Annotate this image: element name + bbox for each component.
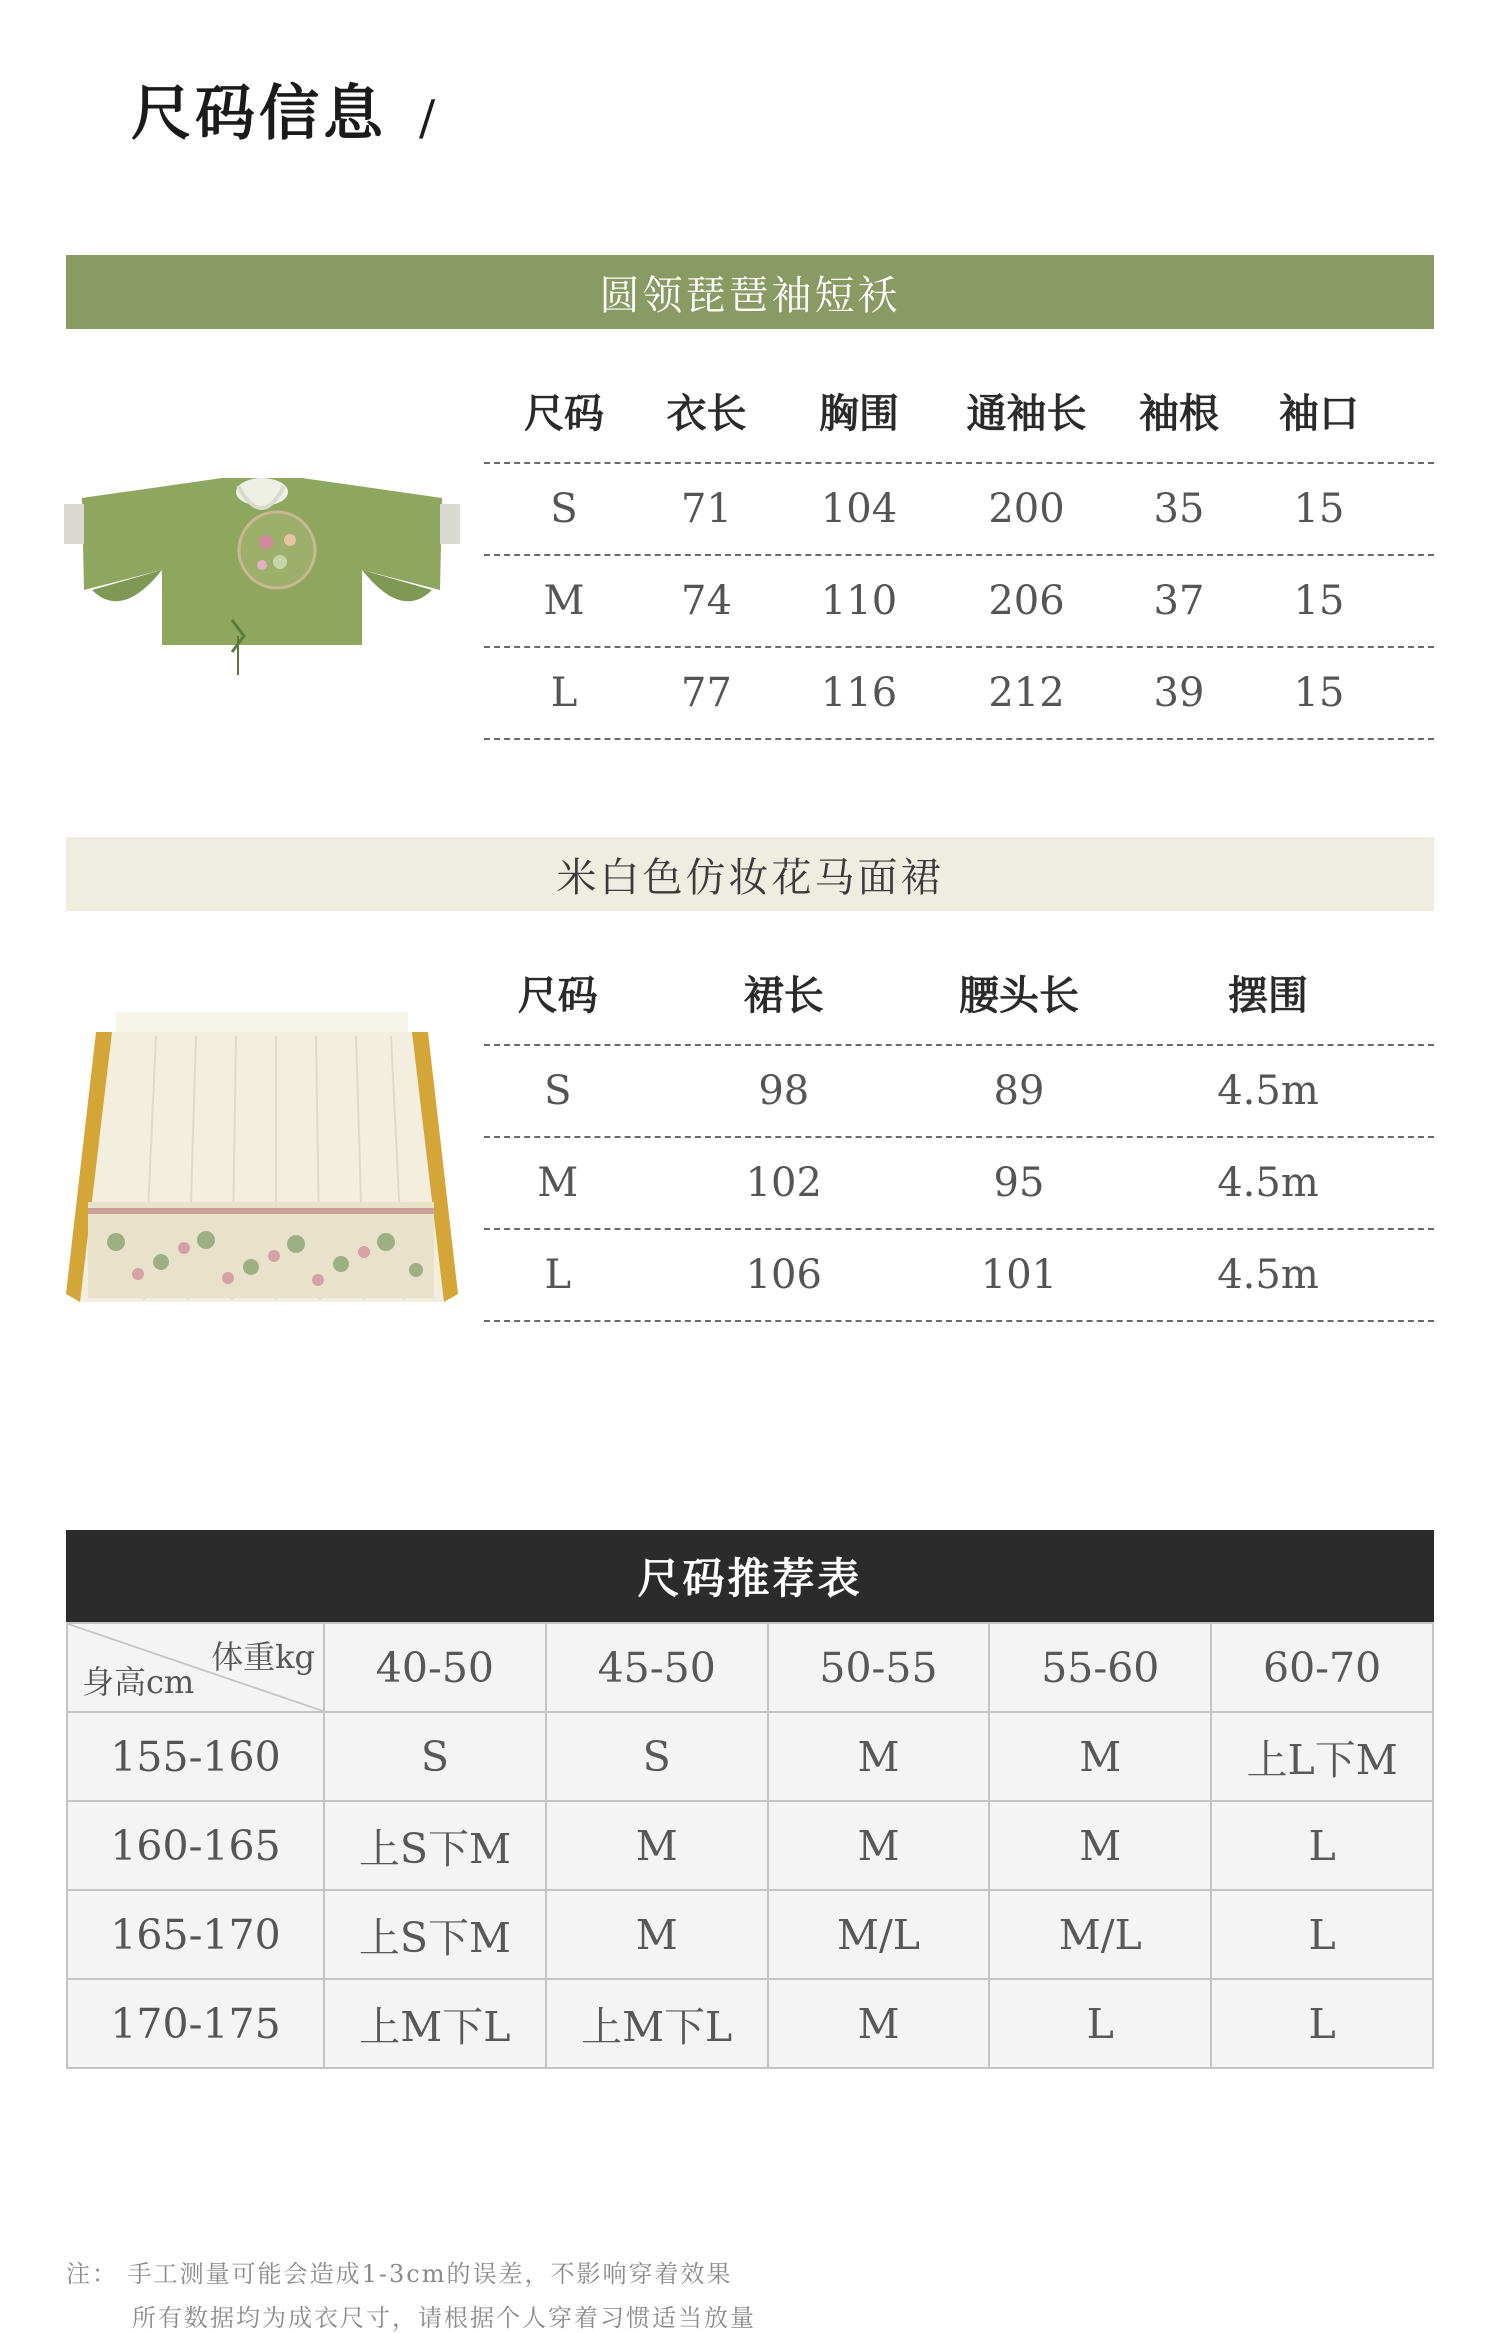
table-cell: 95: [993, 1160, 1045, 1206]
top-size-table: [484, 372, 1434, 740]
skirt-size-table: [484, 954, 1434, 1322]
weight-header: 45-50: [546, 1623, 768, 1712]
size-cell: M/L: [989, 1890, 1211, 1979]
header-cell: 袖根: [1139, 389, 1219, 437]
header-cell: 腰头长: [958, 971, 1079, 1019]
header-cell: 尺码: [524, 389, 604, 437]
table-cell: L: [544, 1252, 572, 1298]
table-cell: 4.5m: [1217, 1252, 1319, 1298]
size-cell: M: [989, 1801, 1211, 1890]
table-cell: 106: [745, 1252, 822, 1298]
skirt-table-header: [484, 954, 1434, 1044]
table-cell: 89: [993, 1068, 1045, 1114]
table-cell: 15: [1293, 578, 1345, 624]
header-cell: 衣长: [666, 389, 747, 437]
height-cell: 170-175: [67, 1979, 324, 2068]
table-cell: 116: [820, 670, 898, 716]
table-cell: 206: [988, 578, 1065, 624]
table-cell: 98: [758, 1068, 810, 1114]
table-cell: 212: [988, 670, 1065, 716]
table-row: [484, 462, 1434, 554]
page-title-text: 尺码信息: [131, 79, 387, 149]
table-cell: S: [544, 1068, 572, 1114]
size-cell: L: [1211, 1890, 1433, 1979]
table-cell: 4.5m: [1217, 1068, 1319, 1114]
table-row: [484, 1136, 1434, 1228]
table-row: [484, 1044, 1434, 1136]
recommend-table: [66, 1622, 1434, 2069]
table-cell: M: [543, 578, 585, 624]
size-cell: M/L: [768, 1890, 990, 1979]
table-cell: 15: [1293, 486, 1345, 532]
top-table-header: [484, 372, 1434, 462]
table-cell: 71: [681, 486, 732, 532]
table-row: [67, 1890, 1433, 1979]
table-row: [67, 1712, 1433, 1801]
height-cell: 160-165: [67, 1801, 324, 1890]
weight-header: 60-70: [1211, 1623, 1433, 1712]
corner-cell: [67, 1623, 324, 1712]
size-cell: 上L下M: [1211, 1712, 1433, 1801]
size-cell: L: [1211, 1801, 1433, 1890]
size-cell: 上S下M: [324, 1801, 546, 1890]
table-cell: L: [550, 670, 578, 716]
table-row: [484, 646, 1434, 740]
size-cell: L: [1211, 1979, 1433, 2068]
top-banner: 圆领琵琶袖短袄: [66, 255, 1434, 329]
size-cell: M: [546, 1801, 768, 1890]
size-cell: M: [768, 1979, 990, 2068]
table-cell: 200: [988, 486, 1065, 532]
header-cell: 摆围: [1227, 971, 1308, 1019]
weight-header: 40-50: [324, 1623, 546, 1712]
table-row: [484, 1228, 1434, 1322]
table-row: [67, 1623, 1433, 1712]
table-row: [67, 1979, 1433, 2068]
height-cell: 155-160: [67, 1712, 324, 1801]
size-cell: 上M下L: [546, 1979, 768, 2068]
header-cell: 裙长: [743, 971, 824, 1019]
size-cell: M: [546, 1890, 768, 1979]
table-row: [67, 1801, 1433, 1890]
size-cell: 上M下L: [324, 1979, 546, 2068]
sizing-note: 所有数据均为成衣尺寸，请根据个人穿着习惯适当放量: [132, 2304, 756, 2332]
table-cell: 74: [681, 578, 732, 624]
size-cell: M: [989, 1712, 1211, 1801]
table-cell: 104: [820, 486, 898, 532]
table-cell: 39: [1153, 670, 1205, 716]
table-cell: 37: [1153, 578, 1205, 624]
height-cell: 165-170: [67, 1890, 324, 1979]
skirt-banner: 米白色仿妆花马面裙: [66, 837, 1434, 911]
table-cell: 15: [1293, 670, 1345, 716]
size-cell: S: [324, 1712, 546, 1801]
size-cell: M: [768, 1801, 990, 1890]
height-label: 身高cm: [82, 1663, 195, 1701]
recommend-title: 尺码推荐表: [66, 1530, 1434, 1622]
size-cell: S: [546, 1712, 768, 1801]
table-cell: 110: [820, 578, 898, 624]
table-cell: 77: [681, 670, 732, 716]
skirt-image: [66, 1012, 458, 1312]
table-cell: 35: [1153, 486, 1205, 532]
title-slash: /: [419, 90, 440, 146]
table-row: [484, 554, 1434, 646]
header-cell: 尺码: [517, 971, 598, 1019]
header-cell: 袖口: [1279, 389, 1359, 437]
table-cell: M: [537, 1160, 579, 1206]
header-cell: 胸围: [819, 389, 899, 437]
table-cell: 102: [745, 1160, 822, 1206]
weight-header: 50-55: [768, 1623, 990, 1712]
size-cell: M: [768, 1712, 990, 1801]
table-cell: 4.5m: [1217, 1160, 1319, 1206]
page-title: [131, 66, 439, 152]
header-cell: 通袖长: [966, 389, 1087, 437]
table-cell: 101: [980, 1252, 1058, 1298]
weight-label: 体重kg: [211, 1638, 315, 1676]
size-cell: 上S下M: [324, 1890, 546, 1979]
size-cell: L: [989, 1979, 1211, 2068]
table-cell: S: [550, 486, 578, 532]
jacket-image: [62, 470, 462, 680]
measurement-note: 注： 手工测量可能会造成1-3cm的误差，不影响穿着效果: [66, 2260, 733, 2288]
weight-header: 55-60: [989, 1623, 1211, 1712]
